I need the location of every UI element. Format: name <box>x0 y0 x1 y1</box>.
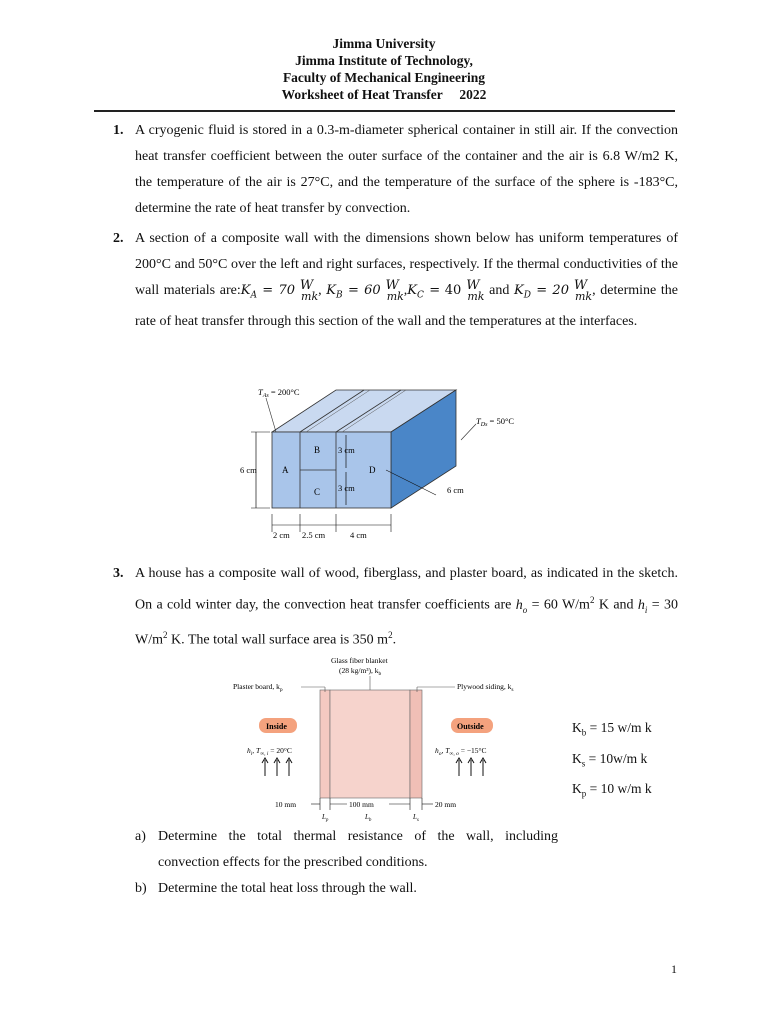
institute-name: Jimma Institute of Technology, <box>295 53 473 68</box>
label-w3: 4 cm <box>350 530 367 540</box>
label-tds: $T_{Ds} = 50^\circ C$ <box>476 416 515 428</box>
label-b: B <box>314 445 321 455</box>
ls-label: $L_s$ <box>413 813 419 823</box>
university-name: Jimma University <box>332 36 436 51</box>
dim-100mm: 100 mm <box>349 800 374 809</box>
worksheet-title: Worksheet of Heat Transfer 2022 <box>281 87 487 102</box>
q3-b-label: b) <box>135 881 147 896</box>
q3-and: and <box>613 597 634 613</box>
glass-label: Glass fiber blanket <box>331 656 388 665</box>
ks-value: $K_s = 10w/m$ k <box>572 751 648 769</box>
label-w1: 2 cm <box>273 530 290 540</box>
kb-value: $K_b = 15$ w/m k <box>572 720 652 738</box>
plywood-label: Plywood siding, $k_s$ <box>457 682 514 693</box>
label-b-height: 3 cm <box>338 445 355 455</box>
ka-unit: W mk <box>299 277 319 303</box>
q3-text-b: The total wall surface area is 350 m <box>187 633 389 649</box>
q2-and: and <box>489 283 510 298</box>
header-rule <box>94 110 675 112</box>
kd-symbol: $K_D = 20$ <box>514 283 569 301</box>
kb-unit: W mk <box>385 277 404 303</box>
kc-unit: W mk <box>466 277 485 303</box>
q3-a-label: a) <box>135 829 146 844</box>
outside-conditions: $h_o$, $T_{\infty, o} = -15^\circ C$ <box>435 746 487 757</box>
dim-10mm: 10 mm <box>275 800 297 809</box>
inside-label: Inside <box>266 722 287 731</box>
ho-symbol: $h_o$ <box>515 597 528 615</box>
q2-text-b: , determine the rate of heat transfer through this section of the wall and the temperatures at the interfaces. <box>135 283 679 329</box>
page-number: 1 <box>671 962 677 976</box>
kd-unit: W mk <box>573 277 593 303</box>
q1-text: A cryogenic fluid is stored in a 0.3-m-diameter spherical container in still air. If the convection heat transfer coefficient between the outer surface of the container and the air is 6.8 W/m2 K, the temperature of the air is 27°C, and the temperature of the surface of the sphere is -183°C, determine the rate of heat transfer by convection. <box>135 123 678 216</box>
plaster-layer <box>320 690 330 798</box>
q2-number: 2. <box>113 231 124 246</box>
label-depth: 6 cm <box>447 485 464 495</box>
q3-b-text: Determine the total heat loss through the wall. <box>158 881 417 896</box>
composite-wall-figure <box>236 380 536 542</box>
label-tas: $T_{As} = 200^\circ C$ <box>258 387 300 399</box>
plywood-layer <box>410 690 422 798</box>
lp-label: $L_p$ <box>322 813 329 823</box>
ka-symbol: $K_A = 70$ <box>240 283 296 301</box>
lb-label: $L_b$ <box>365 813 372 823</box>
document-header <box>0 35 768 103</box>
label-c-height: 3 cm <box>338 483 355 493</box>
outside-label: Outside <box>457 722 484 731</box>
inside-arrows <box>262 758 292 776</box>
kc-symbol: $K_C$ = <box>407 283 441 301</box>
plaster-label: Plaster board, $k_p$ <box>233 682 283 693</box>
outside-arrows <box>456 758 486 776</box>
label-height: 6 cm <box>240 465 257 475</box>
dim-20mm: 20 mm <box>435 800 457 809</box>
q3-text-a: A house has a composite wall of wood, fiberglass, and plaster board, as indicated in the sketch. On a cold winter day, the convection heat transfer coefficients are <box>135 566 678 613</box>
hi-symbol: $h_i$ <box>637 597 648 615</box>
glass-fiber-layer <box>330 690 410 798</box>
q3-a-text: Determine the total thermal resistance of the wall, including convection effects for the prescribed conditions. <box>158 829 558 870</box>
label-c: C <box>314 487 321 497</box>
q1-number: 1. <box>113 123 124 138</box>
q3-text: A house has a composite wall of wood, fiberglass, and plaster board, as indicated in the sketch. On a cold winter day, the convection heat transfer coefficients are $h_o = 60$ $W/m^2$ K and $h_i = 30$ $W/m^2$ K. The total wall surface area is 350 $m^2$. <box>135 566 679 649</box>
q2-text: A section of a composite wall with the dimensions shown below has uniform temperatures of 200°C and 50°C over the left and right surfaces, respectively. If the thermal conductivities of the wall materials $are:K_A = 70$ W mk , $K_B = 60$ W mk $,K_C = 40$ W mk and $K_D = 20$ W mk , determine the rate of heat transfer through this section of the wall and the temperatures at the interfaces. <box>135 231 679 329</box>
label-w2: 2.5 cm <box>302 530 326 540</box>
label-a: A <box>282 465 289 475</box>
house-wall-figure <box>225 652 515 824</box>
label-d: D <box>369 465 376 475</box>
glass-sub: (28 kg/m³), $k_b$ <box>339 666 382 677</box>
q3-number: 3. <box>113 566 124 581</box>
inside-conditions: $h_i$, $T_{\infty, i} = 20^\circ C$ <box>247 746 292 757</box>
kp-value: $K_p = 10$ w/m k <box>572 781 652 799</box>
q2-text-a: A section of a composite wall with the dimensions shown below has uniform temperatures of 200°C and 50°C over the left and right surfaces, respectively. If the thermal conductivities of the wall materials are: <box>135 231 678 298</box>
kb-symbol: $K_B = 60$ <box>326 283 381 301</box>
faculty-name: Faculty of Mechanical Engineering <box>282 70 486 85</box>
kc-value: 40 <box>444 283 462 298</box>
